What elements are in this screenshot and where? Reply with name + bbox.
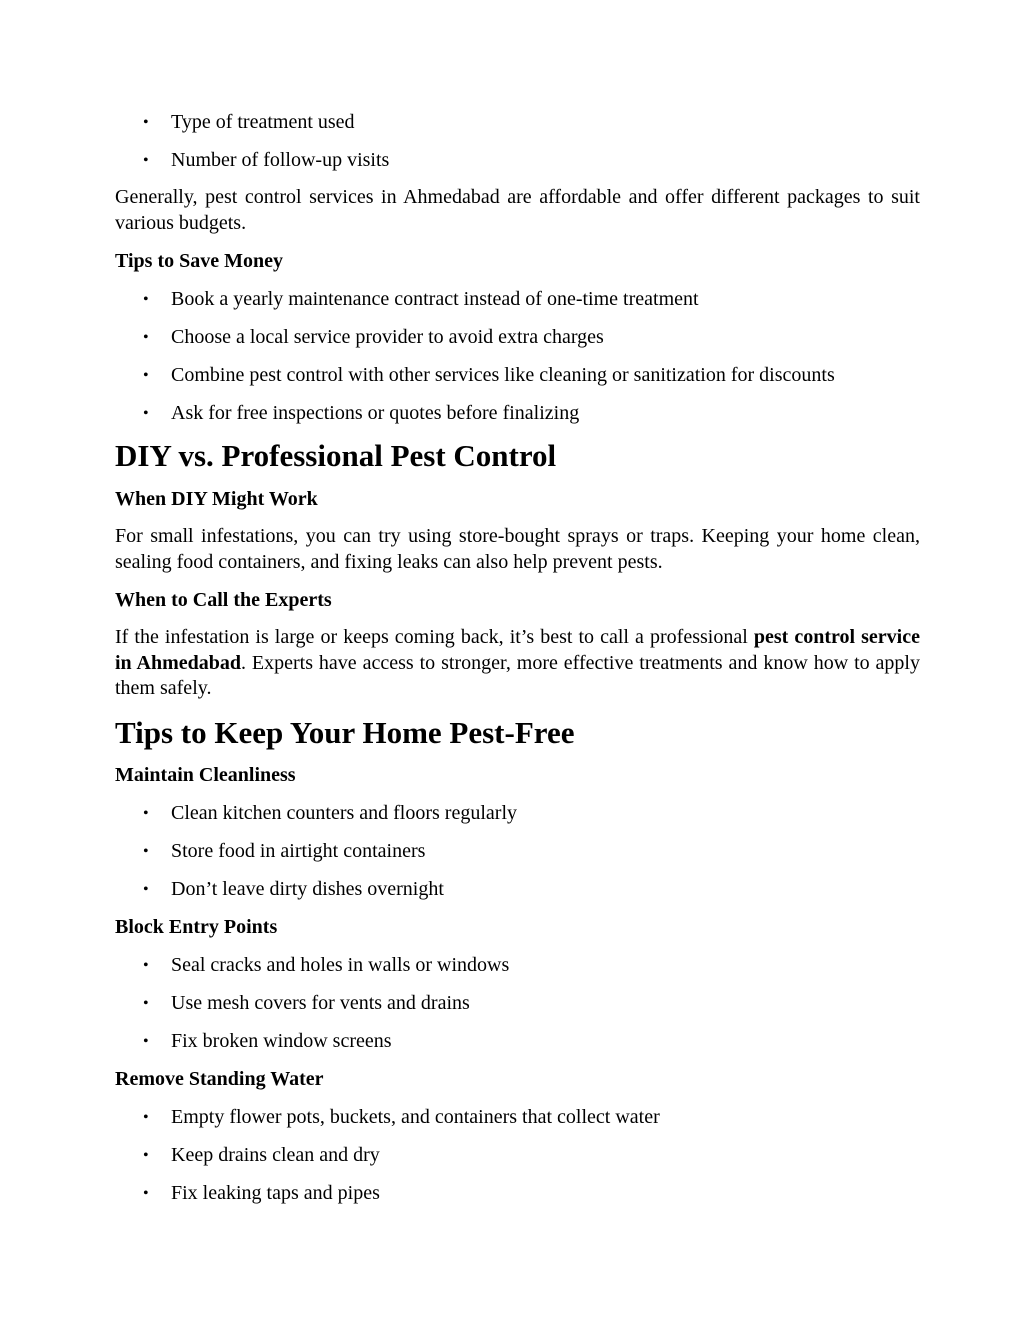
diy-section-title: DIY vs. Professional Pest Control: [115, 438, 557, 473]
experts-text-start: If the infestation is large or keeps coming back, it’s best to call a professional: [115, 626, 754, 648]
experts-heading: When to Call the Experts: [115, 589, 332, 611]
bullet-icon: •: [143, 291, 149, 308]
standing-water-heading: Remove Standing Water: [115, 1068, 324, 1090]
bullet-icon: •: [143, 329, 149, 346]
list-item-text: Number of follow-up visits: [171, 149, 390, 171]
list-item-text: Fix broken window screens: [171, 1030, 392, 1052]
cleanliness-heading: Maintain Cleanliness: [115, 764, 296, 786]
diy-paragraph: For small infestations, you can try using store-bought sprays or traps. Keeping your home clean, sealing food containers, and fixing leaks can also help prevent pests.: [115, 525, 920, 573]
experts-paragraph: [115, 625, 920, 702]
experts-text-end: . Experts have access to stronger, more effective treatments and know how to apply them safely.: [115, 651, 920, 699]
list-item-text: Choose a local service provider to avoid extra charges: [171, 326, 604, 348]
list-item-text: Book a yearly maintenance contract instead of one-time treatment: [171, 288, 699, 310]
experts-service-link-text: pest control service in Ahmedabad: [115, 626, 920, 674]
pricing-paragraph: Generally, pest control services in Ahmedabad are affordable and offer different packages to suit various budgets.: [115, 186, 920, 234]
bullet-icon: •: [143, 843, 149, 860]
bullet-icon: •: [143, 805, 149, 822]
bullet-icon: •: [143, 405, 149, 422]
bullet-icon: •: [143, 1033, 149, 1050]
bullet-icon: •: [143, 881, 149, 898]
list-item-text: Seal cracks and holes in walls or windows: [171, 954, 510, 976]
bullet-icon: •: [143, 1147, 149, 1164]
entry-points-heading: Block Entry Points: [115, 916, 278, 938]
list-item-text: Type of treatment used: [171, 111, 355, 133]
list-item-text: Don’t leave dirty dishes overnight: [171, 878, 444, 900]
diy-heading: When DIY Might Work: [115, 488, 318, 510]
list-item-text: Combine pest control with other services like cleaning or sanitization for discounts: [171, 364, 835, 386]
bullet-icon: •: [143, 1185, 149, 1202]
bullet-icon: •: [143, 367, 149, 384]
bullet-icon: •: [143, 995, 149, 1012]
save-money-heading: Tips to Save Money: [115, 250, 283, 272]
bullet-icon: •: [143, 1109, 149, 1126]
list-item-text: Clean kitchen counters and floors regularly: [171, 802, 517, 824]
bullet-icon: •: [143, 152, 149, 169]
list-item-text: Keep drains clean and dry: [171, 1144, 380, 1166]
list-item-text: Use mesh covers for vents and drains: [171, 992, 470, 1014]
pest-free-section-title: Tips to Keep Your Home Pest-Free: [115, 715, 575, 750]
bullet-icon: •: [143, 957, 149, 974]
list-item-text: Fix leaking taps and pipes: [171, 1182, 380, 1204]
list-item-text: Ask for free inspections or quotes before finalizing: [171, 402, 580, 424]
bullet-icon: •: [143, 114, 149, 131]
list-item-text: Empty flower pots, buckets, and containers that collect water: [171, 1106, 660, 1128]
list-item-text: Store food in airtight containers: [171, 840, 426, 862]
